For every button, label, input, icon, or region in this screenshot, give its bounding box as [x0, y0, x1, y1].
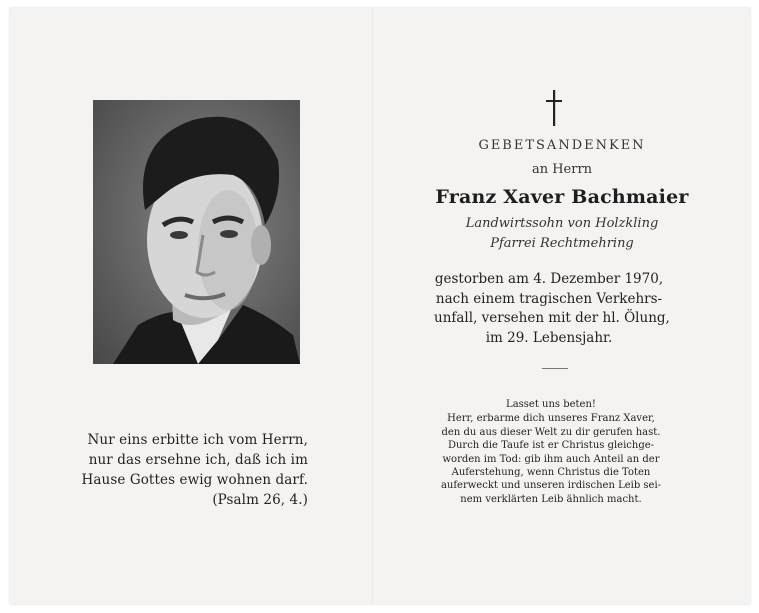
- psalm-line: Nur eins erbitte ich vom Herrn,: [87, 432, 308, 448]
- prayer-line: Herr, erbarme dich unseres Franz Xaver,: [447, 413, 655, 425]
- deceased-name: Franz Xaver Bachmaier: [435, 186, 689, 208]
- parish-line: Pfarrei Rechtmehring: [490, 236, 634, 251]
- prayer-line: den du aus dieser Welt zu dir gerufen hast.: [441, 426, 661, 438]
- death-line: unfall, versehen mit der hl. Ölung,: [434, 310, 670, 326]
- portrait-photo: [93, 100, 300, 364]
- occupation-line: Landwirtssohn von Holzkling: [465, 216, 659, 231]
- right-panel: [374, 8, 750, 604]
- prayer-text: [414, 398, 688, 506]
- honorific: an Herrn: [531, 162, 593, 177]
- death-notice: [434, 270, 670, 348]
- psalm-reference: (Psalm 26, 4.): [212, 492, 308, 508]
- psalm-line: Hause Gottes ewig wohnen darf.: [81, 472, 308, 488]
- prayer-line: Durch die Taufe ist er Christus gleichge-: [447, 440, 655, 452]
- prayer-line: auferweckt und unseren irdischen Leib sei-: [440, 480, 662, 492]
- psalm-quote: [76, 430, 308, 510]
- psalm-line: nur das ersehne ich, daß ich im: [88, 452, 308, 468]
- death-line: im 29. Lebensjahr.: [485, 329, 613, 346]
- prayer-line: worden im Tod: gib ihm auch Anteil an der: [442, 453, 660, 465]
- divider-line: [542, 368, 568, 369]
- left-panel: [10, 8, 372, 604]
- prayer-title: Lasset uns beten!: [506, 399, 596, 410]
- portrait-illustration: [93, 100, 300, 364]
- cross-icon: [545, 90, 563, 126]
- death-line: nach einem tragischen Verkehrs-: [435, 290, 663, 307]
- card-heading: GEBETSANDENKEN: [478, 138, 646, 153]
- prayer-line: nem verklärten Leib ähnlich macht.: [460, 493, 642, 505]
- death-line: gestorben am 4. Dezember 1970,: [434, 271, 664, 287]
- prayer-line: Auferstehung, wenn Christus die Toten: [451, 467, 651, 479]
